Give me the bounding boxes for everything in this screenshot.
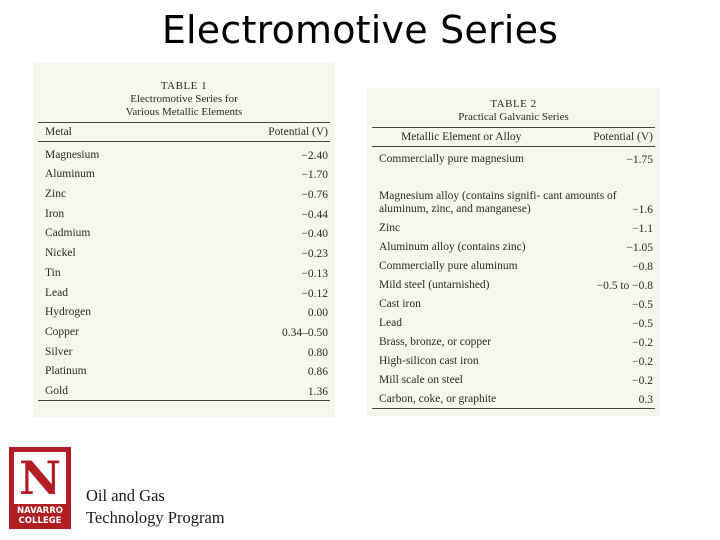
potential-value: −2.40	[301, 149, 328, 162]
table-row	[33, 181, 335, 201]
table-row	[33, 339, 335, 359]
table2-caption	[367, 88, 660, 124]
potential-value: 0.3	[638, 394, 653, 406]
potential-value: −0.5	[632, 299, 653, 311]
potential-value: −1.75	[626, 154, 653, 166]
metal-name: Lead	[45, 286, 68, 299]
table2-header-potential: Potential (V)	[593, 131, 653, 143]
logo-letter: N	[14, 452, 66, 504]
potential-value: 0.00	[307, 307, 328, 320]
potential-value: −0.2	[632, 375, 653, 387]
potential-value: −0.5	[632, 318, 653, 330]
metal-name: Cadmium	[45, 227, 91, 240]
table1-number: TABLE 1	[160, 80, 208, 92]
alloy-name: Commercially pure magnesium	[379, 153, 524, 165]
table2-bottom-rule	[372, 408, 655, 409]
potential-value: −1.70	[301, 169, 328, 182]
table1-caption-line2: Various Metallic Elements	[125, 106, 243, 118]
table-row	[367, 349, 660, 368]
potential-value: −0.13	[301, 267, 328, 280]
table-row	[367, 166, 660, 216]
metal-name: Iron	[45, 207, 65, 220]
alloy-name: Cast iron	[379, 298, 421, 310]
program-line1: Oil and Gas	[86, 486, 165, 505]
potential-value: 0.34–0.50	[282, 326, 328, 339]
table1-header	[33, 123, 335, 141]
alloy-name: Carbon, coke, or graphite	[379, 393, 497, 405]
metal-name: Nickel	[45, 247, 76, 260]
table-row	[33, 142, 335, 162]
alloy-name: Zinc	[379, 222, 401, 234]
table-row	[33, 201, 335, 221]
table-row	[33, 319, 335, 339]
alloy-name: Aluminum alloy (contains zinc)	[379, 241, 526, 253]
potential-value: −0.23	[301, 248, 328, 261]
potential-value: −1.05	[626, 242, 653, 254]
alloy-name: Mild steel (untarnished)	[379, 279, 490, 291]
metal-name: Magnesium	[45, 148, 100, 161]
potential-value: −0.5 to −0.8	[596, 280, 653, 292]
potential-value: 0.86	[307, 366, 328, 379]
table1-bottom-rule	[38, 400, 330, 401]
potential-value: −0.8	[632, 261, 653, 273]
navarro-college-logo	[9, 447, 71, 529]
potential-value: −0.2	[632, 337, 653, 349]
potential-value: −0.44	[301, 208, 328, 221]
program-line2: Technology Program	[86, 508, 225, 527]
alloy-name: High-silicon cast iron	[379, 355, 479, 367]
table1-header-potential: Potential (V)	[268, 126, 328, 138]
metal-name: Copper	[45, 325, 79, 338]
table2-header	[367, 128, 660, 146]
table-practical-galvanic-series	[367, 88, 660, 416]
potential-value: −0.40	[301, 228, 328, 241]
alloy-name: Mill scale on steel	[379, 374, 463, 386]
table2-header-alloy: Metallic Element or Alloy	[401, 131, 522, 143]
table-row	[33, 378, 335, 398]
potential-value: −0.76	[301, 189, 328, 202]
table-row	[367, 273, 660, 292]
table-row	[367, 235, 660, 254]
table2-number: TABLE 2	[490, 98, 537, 110]
potential-value: −0.12	[301, 287, 328, 300]
metal-name: Aluminum	[45, 168, 95, 181]
metal-name: Hydrogen	[45, 306, 91, 319]
table-electromotive-series	[33, 62, 335, 417]
page-title: Electromotive Series	[161, 8, 559, 52]
table-row	[367, 368, 660, 387]
metal-name: Gold	[45, 384, 68, 397]
alloy-name: Lead	[379, 317, 402, 329]
table-row	[33, 260, 335, 280]
table1-caption-line1: Electromotive Series for	[130, 93, 238, 105]
table2-caption-line1: Practical Galvanic Series	[458, 111, 569, 123]
metal-name: Tin	[45, 266, 61, 279]
table-row	[33, 221, 335, 241]
table-row	[367, 147, 660, 166]
logo-line1: NAVARRO	[16, 506, 63, 516]
table-row	[367, 311, 660, 330]
table-row	[367, 292, 660, 311]
table-row	[367, 330, 660, 349]
metal-name: Platinum	[45, 365, 87, 378]
logo-wordmark	[11, 507, 69, 526]
table-row	[33, 280, 335, 300]
table-row	[33, 300, 335, 320]
potential-value: −1.6	[632, 204, 653, 216]
program-name	[86, 485, 225, 529]
table-row	[367, 254, 660, 273]
logo-line2: COLLEGE	[18, 515, 62, 526]
table-row	[33, 359, 335, 379]
alloy-name: Commercially pure aluminum	[379, 260, 518, 272]
table1-caption	[33, 62, 335, 119]
table-row	[33, 162, 335, 182]
alloy-name: Brass, bronze, or copper	[379, 336, 492, 348]
table-row	[367, 387, 660, 406]
alloy-name: Magnesium alloy (contains signifi- cant amounts of aluminum, zinc, and manganese)	[379, 190, 617, 215]
table-row	[367, 216, 660, 235]
table-row	[33, 240, 335, 260]
metal-name: Silver	[45, 345, 73, 358]
table1-header-metal: Metal	[45, 126, 72, 138]
potential-value: 0.80	[307, 346, 328, 359]
potential-value: 1.36	[307, 385, 328, 398]
potential-value: −1.1	[632, 223, 653, 235]
metal-name: Zinc	[45, 188, 67, 201]
potential-value: −0.2	[632, 356, 653, 368]
